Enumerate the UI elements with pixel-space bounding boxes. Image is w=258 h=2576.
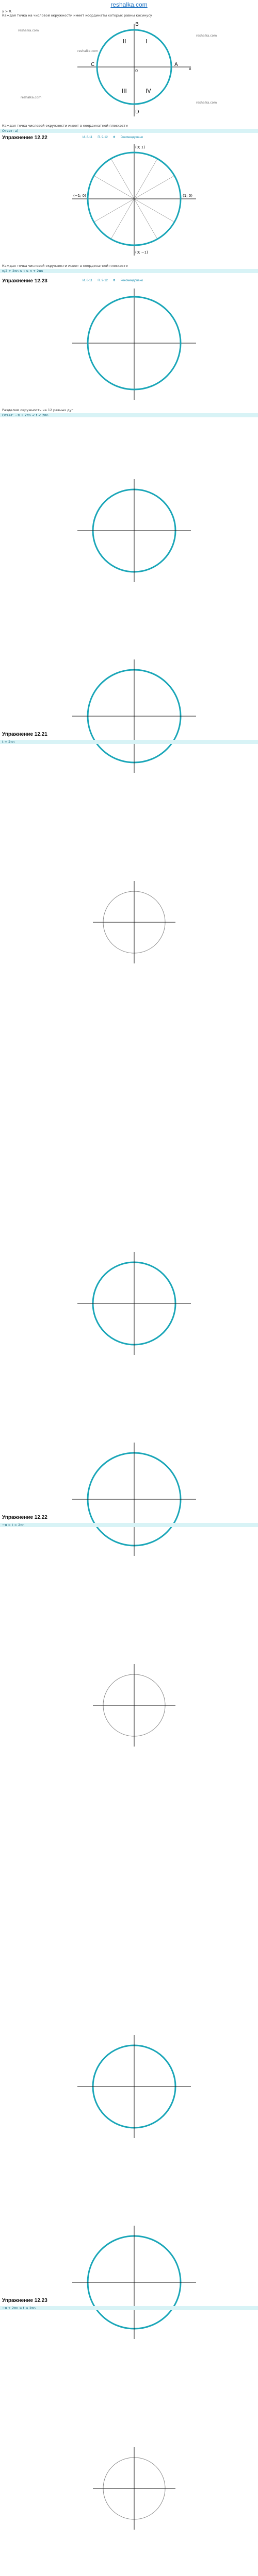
svg-text:II: II (123, 38, 126, 45)
toolbar-item[interactable]: И. 8-11 (83, 279, 93, 282)
watermark: reshalka.com (77, 49, 99, 53)
toolbar-item[interactable]: Рекомендовано (120, 136, 143, 139)
svg-text:I: I (146, 38, 148, 45)
answer-bar: Ответ: a) (0, 129, 258, 133)
answer-bar: t = 2πn (0, 740, 258, 744)
exercise-12-21 (0, 19, 258, 122)
watermark: reshalka.com (18, 29, 39, 32)
toolbar-item[interactable]: П. 9-12 (98, 279, 108, 282)
toolbar-item[interactable]: Ф (112, 136, 116, 139)
section-text: Каждая точка числовой окружности имеет в координатной плоскости (2, 124, 128, 128)
site-title[interactable]: reshalka.com (110, 1, 148, 8)
section-title: Упражнение 12.23 (2, 278, 47, 284)
answer-bar: −π < t < 2πn (0, 1523, 258, 1527)
section-text: Разделим окружность на 12 равных дуг (2, 408, 74, 412)
unit-circle-section (0, 286, 258, 405)
toolbar-item[interactable]: П. 9-12 (98, 136, 108, 139)
toolbar-item[interactable]: Рекомендовано (120, 279, 143, 282)
svg-text:0: 0 (135, 69, 138, 73)
svg-text:A: A (174, 62, 178, 67)
intro-line-1: y > 0. (2, 9, 12, 13)
answer-bar: −π + 2πn ≤ t ≤ 2πn (0, 2306, 258, 2310)
section-toolbar (83, 135, 143, 140)
section-title: Упражнение 12.22 (2, 1515, 47, 1520)
section-text: Каждая точка числовой окружности имеет в координатной плоскости (2, 264, 128, 268)
section-toolbar (83, 278, 143, 283)
answer-bar: π/2 + 2πn ≤ t ≤ π + 2πn (0, 269, 258, 273)
svg-text:D: D (135, 109, 139, 115)
intro-line-2: Каждая точка на числовой окружности имеет координаты которых равны косинусу (2, 13, 152, 18)
point-label: (0; −1) (135, 250, 148, 255)
answer-bar: Ответ: −π + 2πn < t < 2πn (0, 413, 258, 417)
toolbar-item[interactable]: Ф (112, 279, 116, 282)
section-title: Упражнение 12.21 (2, 732, 47, 737)
point-label: (1; 0) (183, 194, 192, 198)
svg-text:x: x (189, 66, 191, 71)
toolbar-item[interactable]: И. 8-11 (83, 136, 93, 139)
watermark: reshalka.com (21, 96, 42, 99)
watermark: reshalka.com (196, 101, 217, 105)
svg-text:IV: IV (146, 88, 151, 94)
svg-text:C: C (91, 62, 94, 67)
lower-diagrams (0, 428, 258, 2576)
section-title: Упражнение 12.22 (2, 135, 47, 141)
unit-circle-section (0, 142, 258, 261)
svg-text:B: B (135, 22, 139, 27)
point-label: (0; 1) (135, 145, 145, 149)
quadrant-diagram (0, 19, 258, 122)
section-title: Упражнение 12.23 (2, 2298, 47, 2303)
lower-content (0, 428, 258, 2576)
unit-circle-diagram (0, 142, 258, 261)
unit-circle-diagram (0, 286, 258, 405)
watermark: reshalka.com (196, 34, 217, 38)
svg-text:III: III (122, 88, 127, 94)
point-label: (−1; 0) (73, 194, 86, 198)
